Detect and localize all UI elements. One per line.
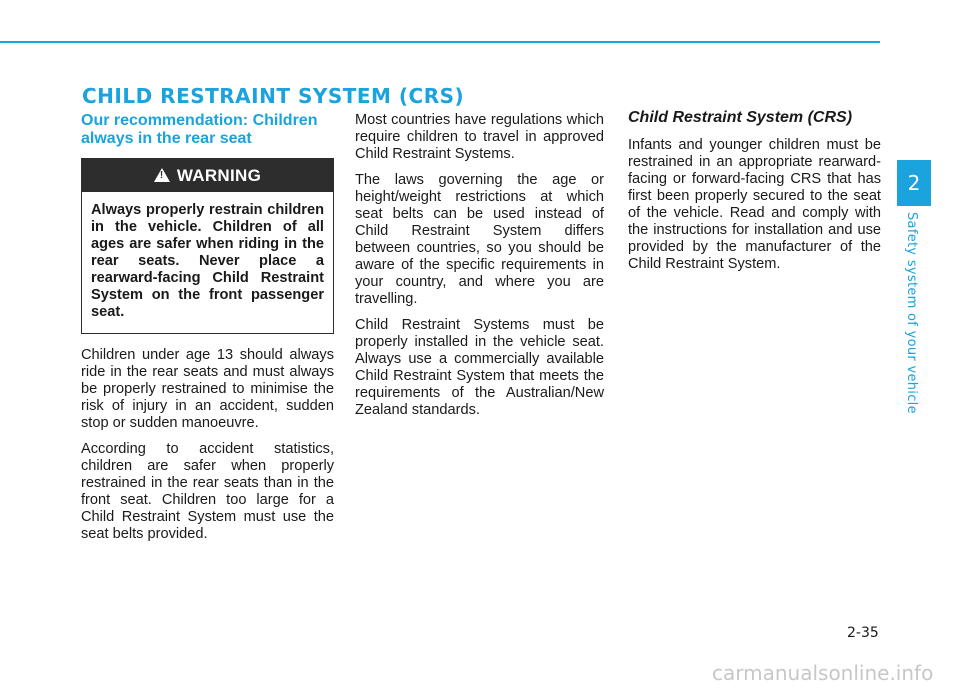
paragraph: Infants and younger children must be restrained in an appropriate rearward-facing or forward-facing CRS that has first been properly secured to the seat of the vehicle. Read and comply with the instructions for installation and use provided by the manufacturer of the Child Restraint System. — [628, 137, 881, 272]
paragraph: Children under age 13 should always ride in the rear seats and must always be properly restrained to minimise the risk of injury in an accident, sudden stop or sudden manoeuvre. — [81, 347, 334, 431]
chapter-tab: 2 — [897, 160, 931, 206]
watermark-link[interactable]: carmanualsonline.info — [712, 661, 934, 685]
page-number: 2-35 — [847, 625, 879, 641]
section-title: CHILD RESTRAINT SYSTEM (CRS) — [82, 84, 465, 108]
paragraph: Child Restraint Systems must be properly installed in the vehicle seat. Always use a commercially available Child Restraint System that meets the requirements of the Australian/New Zealand standards. — [355, 317, 604, 418]
column-2 — [355, 112, 604, 428]
warning-box — [81, 158, 334, 334]
column-3 — [628, 109, 881, 282]
paragraph: According to accident statistics, children are safer when properly restrained in the rear seats than in the front seat. Children too large for a Child Restraint System must use the seat belts provided. — [81, 441, 334, 542]
crs-heading: Child Restraint System (CRS) — [628, 109, 853, 126]
warning-text: Always properly restrain children in the vehicle. Children of all ages are safer when riding in the rear seats. Never place a rearward-facing Child Restraint System on the front passenger seat. — [91, 202, 324, 320]
chapter-title: Safety system of your vehicle — [904, 212, 919, 414]
paragraph: The laws governing the age or height/weight restrictions at which seat belts can be used instead of Child Restraint System differs between countries, so you should be aware of the specific requirements in your country, and where you are travelling. — [355, 172, 604, 307]
warning-header — [82, 159, 333, 192]
column-1 — [81, 112, 334, 552]
warning-triangle-icon — [154, 168, 170, 182]
top-rule — [0, 41, 880, 43]
paragraph: Most countries have regulations which require children to travel in approved Child Restraint Systems. — [355, 112, 604, 162]
warning-label: WARNING — [176, 166, 262, 185]
recommendation-heading: Our recommendation: Children always in the rear seat — [81, 112, 318, 147]
